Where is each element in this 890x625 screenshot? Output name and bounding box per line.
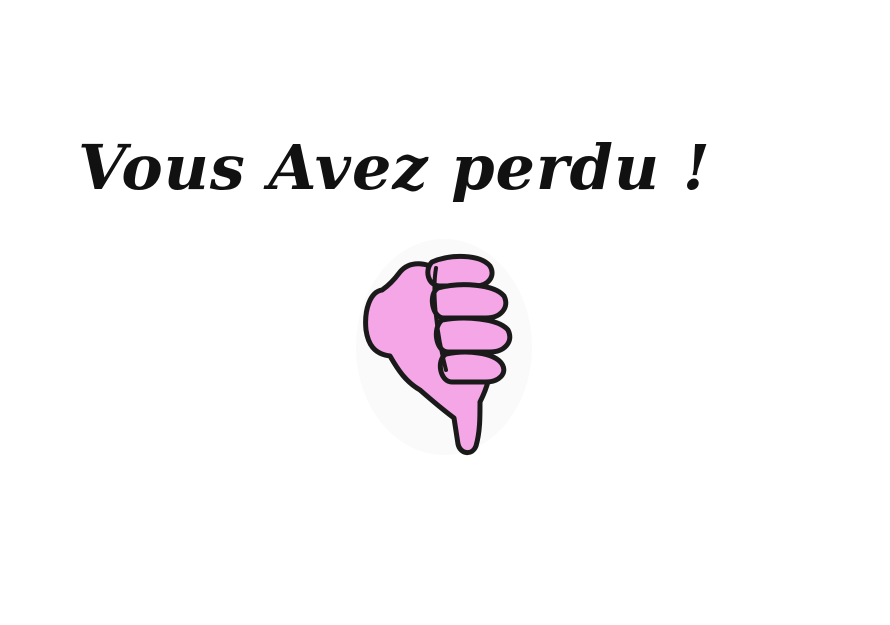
finger-3 [436,318,509,352]
thumbs-down-icon [340,232,540,467]
finger-4 [440,352,503,382]
game-over-message: Vous Avez perdu ! [78,131,711,204]
finger-2 [432,285,505,318]
